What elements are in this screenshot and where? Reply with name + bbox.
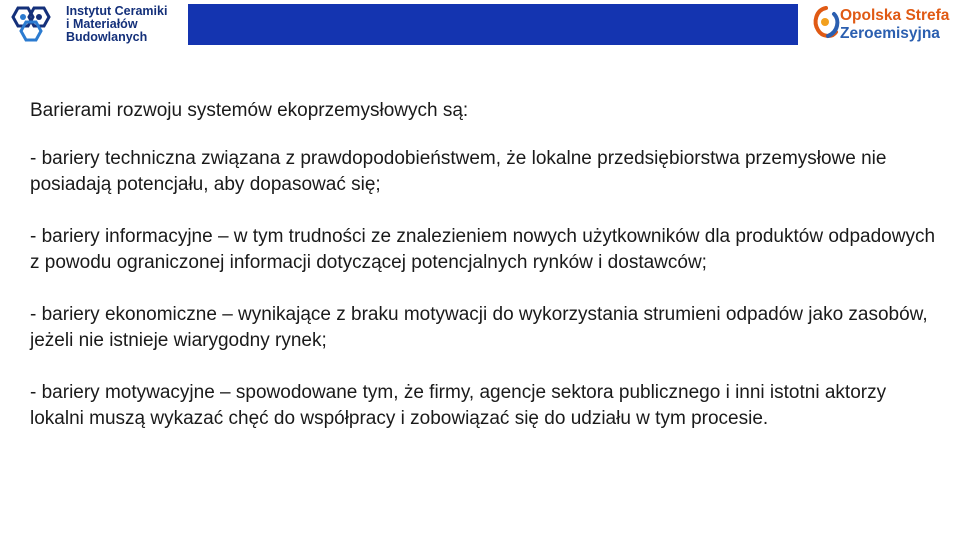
hexagon-logo-icon bbox=[4, 4, 60, 44]
barrier-informational: - bariery informacyjne – w tym trudności ze znalezieniem nowych użytkowników dla produktów odpadowych z powodu ograniczonej informacji dotyczącej potencjalnych rynków i dostawców; bbox=[30, 226, 936, 273]
logo-left-line-3: Budowlanych bbox=[66, 29, 148, 44]
opolska-strefa-logo bbox=[808, 1, 960, 47]
logo-right-line-2: Zeroemisyjna bbox=[840, 25, 940, 42]
header-color-bar bbox=[188, 4, 798, 45]
opolska-strefa-logo-text bbox=[840, 7, 949, 43]
barrier-economic: - bariery ekonomiczne – wynikające z braku motywacji do wykorzystania strumieni odpadów jako zasobów, jeżeli nie istnieje wiarygodny rynek; bbox=[30, 304, 928, 351]
barrier-technical: - bariery techniczna związana z prawdopodobieństwem, że lokalne przedsiębiorstwa przemysłowe nie posiadają potencjału, aby dopasować się; bbox=[30, 148, 887, 195]
icimb-logo-text bbox=[66, 5, 167, 44]
barrier-motivational: - bariery motywacyjne – spowodowane tym, że firmy, agencje sektora publicznego i inni istotni aktorzy lokalni muszą wykazać chęć do współpracy i zobowiązać się do udziału w tym procesie. bbox=[30, 382, 887, 429]
slide-body bbox=[30, 98, 940, 458]
slide-header bbox=[0, 0, 960, 48]
logo-left-line-2: i Materiałów bbox=[66, 16, 138, 31]
swirl-logo-icon bbox=[810, 4, 842, 44]
logo-right-line-1: Opolska Strefa bbox=[840, 7, 950, 24]
intro-heading: Barierami rozwoju systemów ekoprzemysłowych są: bbox=[30, 100, 469, 121]
icimb-logo bbox=[4, 2, 167, 46]
logo-left-line-1: Instytut Ceramiki bbox=[66, 3, 168, 18]
